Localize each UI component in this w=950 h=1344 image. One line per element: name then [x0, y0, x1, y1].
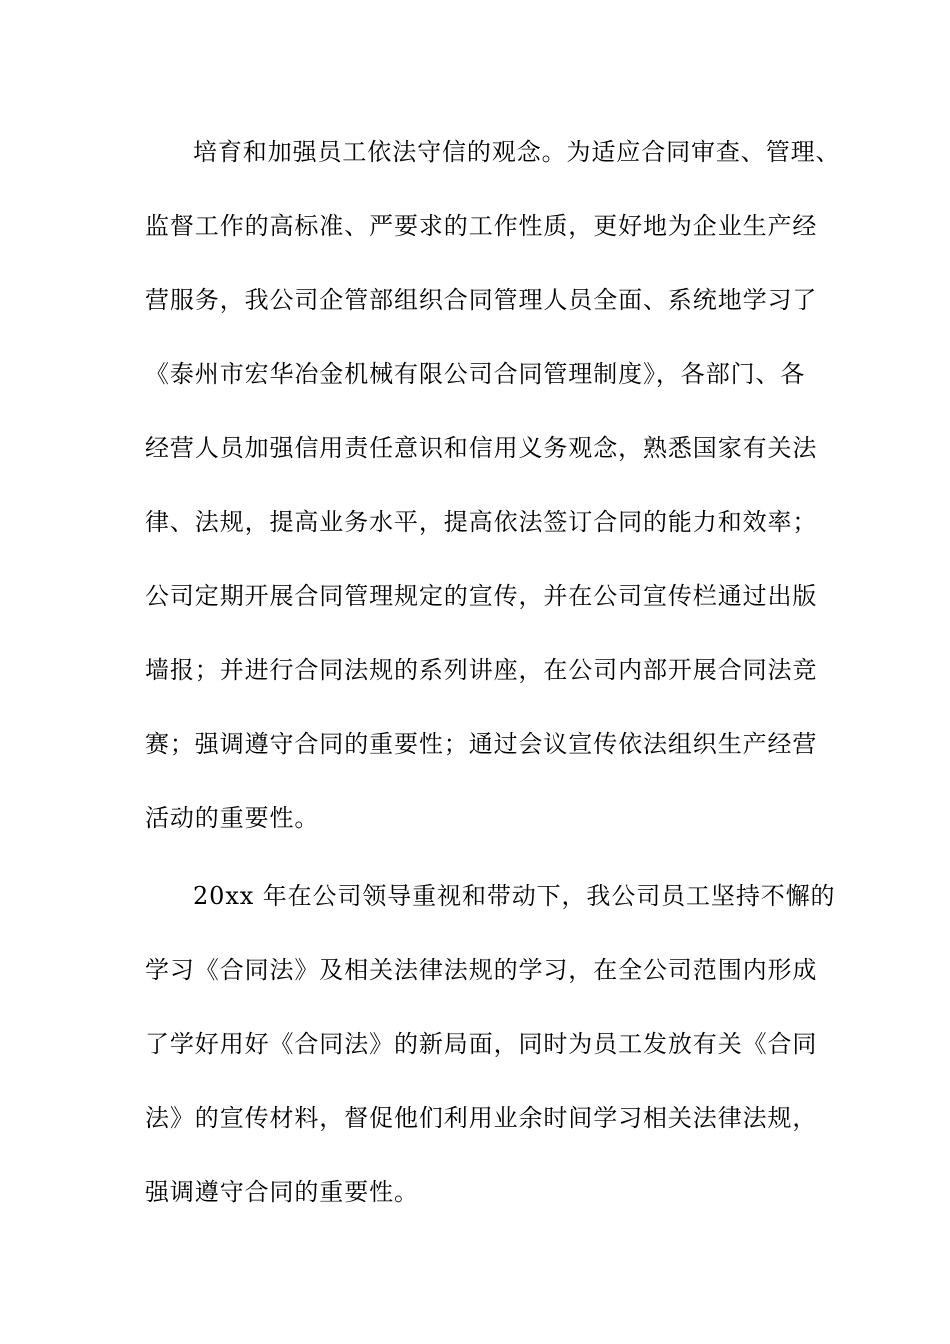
paragraph-line: 《泰州市宏华冶金机械有限公司合同管理制度》，各部门、各 — [145, 360, 806, 388]
paragraph-line: 法》的宣传材料，督促他们利用业余时间学习相关法律法规， — [145, 1104, 818, 1132]
paragraph-line: 学习《合同法》及相关法律法规的学习，在全公司范围内形成 — [145, 956, 818, 984]
paragraph-line: 经营人员加强信用责任意识和信用义务观念，熟悉国家有关法 — [145, 434, 818, 462]
paragraph-line: 监督工作的高标准、严要求的工作性质，更好地为企业生产经 — [145, 212, 818, 240]
paragraph-line: 墙报；并进行合同法规的系列讲座，在公司内部开展合同法竞 — [145, 656, 818, 684]
paragraph-line: 了学好用好《合同法》的新局面，同时为员工发放有关《合同 — [145, 1030, 818, 1058]
paragraph-line: 赛；强调遵守合同的重要性；通过会议宣传依法组织生产经营 — [145, 730, 818, 758]
paragraph-line: 强调遵守合同的重要性。 — [145, 1178, 419, 1206]
paragraph-line: 营服务，我公司企管部组织合同管理人员全面、系统地学习了 — [145, 286, 818, 314]
paragraph-line: 20xx 年在公司领导重视和带动下，我公司员工坚持不懈的 — [193, 882, 836, 910]
paragraph-line: 公司定期开展合同管理规定的宣传，并在公司宣传栏通过出版 — [145, 582, 818, 610]
paragraph-line: 培育和加强员工依法守信的观念。为适应合同审查、管理、 — [193, 138, 841, 166]
paragraph-line: 律、法规，提高业务水平，提高依法签订合同的能力和效率； — [145, 508, 818, 536]
paragraph-line: 活动的重要性。 — [145, 804, 320, 832]
